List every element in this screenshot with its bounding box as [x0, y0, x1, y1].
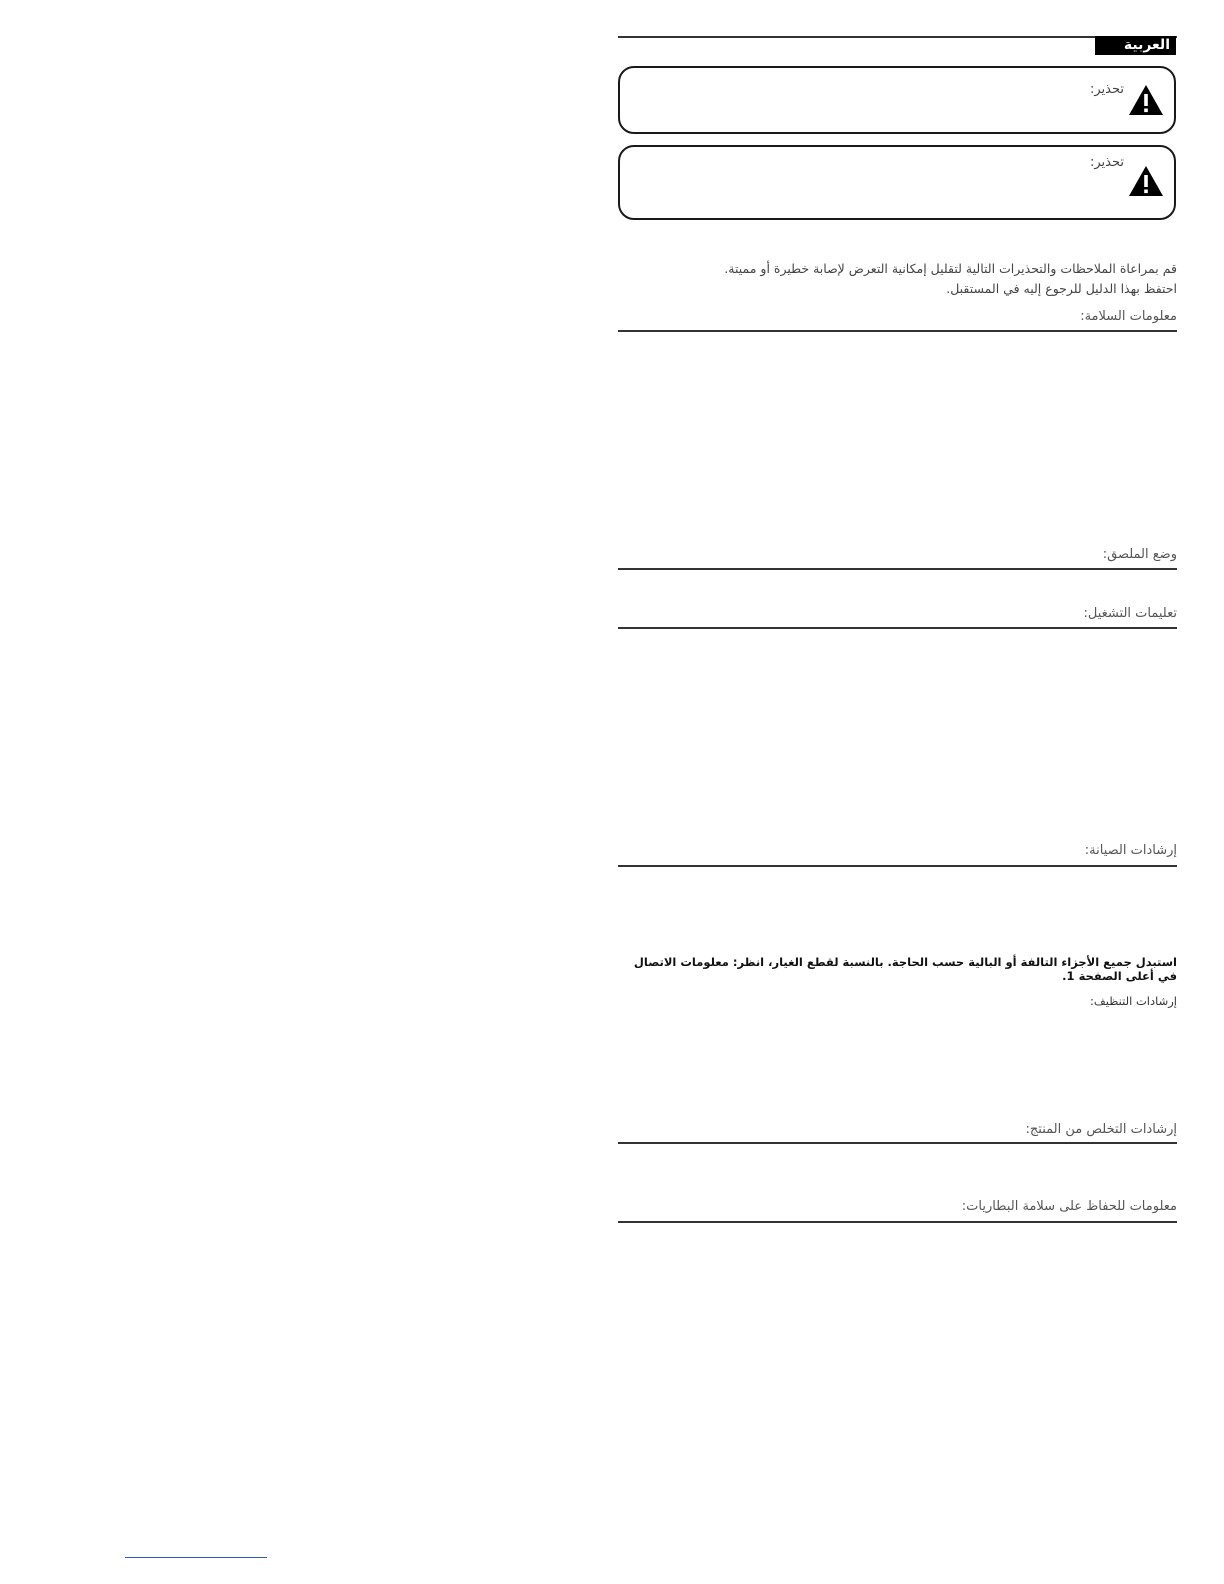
warning-triangle-icon	[1128, 84, 1164, 116]
warning-label-1: تحذير:	[1089, 82, 1124, 97]
warning-box-2	[618, 145, 1176, 220]
section-rule	[618, 627, 1177, 629]
intro-line-2: احتفظ بهذا الدليل للرجوع إليه في المستقبل.	[946, 281, 1177, 296]
section-heading-operating: تعليمات التشغيل:	[1083, 606, 1177, 621]
language-tab: العربية	[1095, 36, 1176, 55]
warning-triangle-icon	[1128, 165, 1164, 197]
section-heading-safety: معلومات السلامة:	[1080, 309, 1177, 324]
section-rule	[618, 1142, 1177, 1144]
section-heading-disposal: إرشادات التخلص من المنتج:	[1025, 1122, 1177, 1137]
warning-box-1	[618, 66, 1176, 134]
section-rule	[618, 568, 1177, 570]
section-rule	[618, 1221, 1177, 1223]
section-rule	[618, 330, 1177, 332]
section-heading-maintenance: إرشادات الصيانة:	[1084, 843, 1177, 858]
footer-link[interactable]	[125, 1557, 267, 1558]
top-rule	[618, 36, 1177, 38]
section-rule	[618, 865, 1177, 867]
section-heading-label-placement: وضع الملصق:	[1102, 547, 1177, 562]
intro-line-1: قم بمراعاة الملاحظات والتحذيرات التالية لتقليل إمكانية التعرض لإصابة خطيرة أو مميتة.	[724, 261, 1177, 276]
section-heading-battery: معلومات للحفاظ على سلامة البطاريات:	[961, 1199, 1177, 1214]
replace-parts-note: استبدل جميع الأجزاء التالفة أو البالية حسب الحاجة. بالنسبة لقطع الغيار، انظر: معلومات الاتصال في أعلى الصفحة 1.	[633, 955, 1177, 983]
cleaning-heading: إرشادات التنظيف:	[1089, 994, 1177, 1008]
warning-label-2: تحذير:	[1089, 155, 1124, 170]
